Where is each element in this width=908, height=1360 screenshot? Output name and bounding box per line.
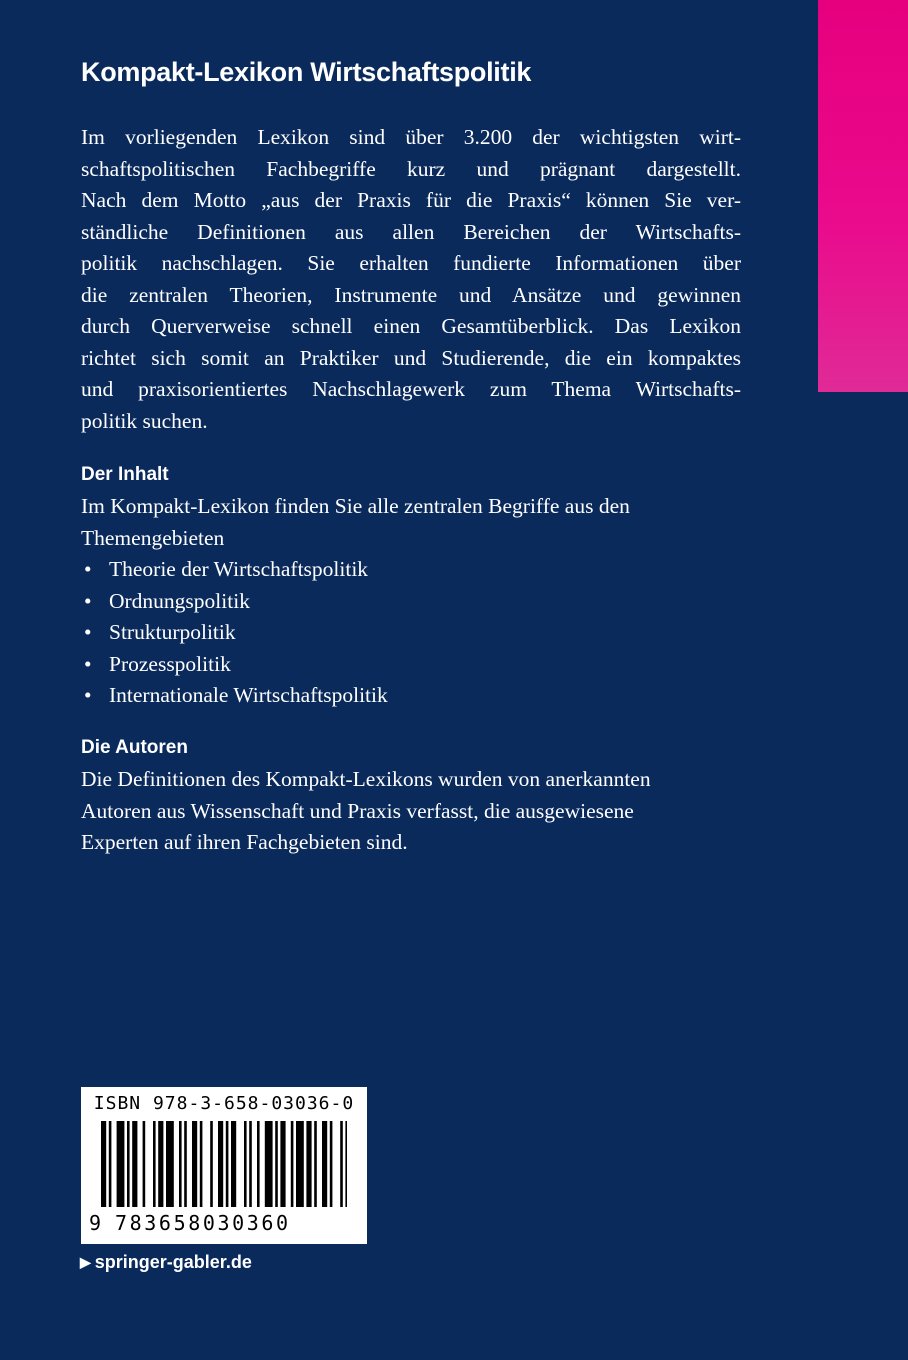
intro-paragraph <box>81 122 741 437</box>
intro-line: politik suchen. <box>81 408 208 433</box>
intro-line: und praxisorientiertes Nachschlagewerk zum Thema Wirtschafts- <box>81 377 741 401</box>
inhalt-heading: Der Inhalt <box>81 464 169 485</box>
inhalt-line: Im Kompakt-Lexikon finden Sie alle zentralen Begriffe aus den <box>81 494 630 518</box>
autoren-heading: Die Autoren <box>81 737 188 758</box>
website-url: springer-gabler.de <box>94 1252 252 1272</box>
topic-list-item <box>81 586 388 618</box>
autoren-paragraph <box>81 764 741 859</box>
bullet-icon: • <box>84 620 92 644</box>
intro-line: schaftspolitischen Fachbegriffe kurz und prägnant dargestellt. <box>81 156 741 181</box>
bullet-icon: • <box>84 651 92 676</box>
autoren-line: Die Definitionen des Kompakt-Lexikons wurden von anerkannten <box>81 767 651 791</box>
topic-label: Internationale Wirtschaftspolitik <box>109 683 388 707</box>
isbn-barcode <box>81 1087 367 1244</box>
autoren-line: Autoren aus Wissenschaft und Praxis verfasst, die ausgewiesene <box>81 798 634 823</box>
barcode-bars-icon <box>101 1121 347 1219</box>
autoren-line: Experten auf ihren Fachgebieten sind. <box>81 830 408 854</box>
ean-first-digit: 9 <box>89 1211 102 1235</box>
topic-label: Theorie der Wirtschaftspolitik <box>109 557 369 581</box>
intro-line: die zentralen Theorien, Instrumente und Ansätze und gewinnen <box>81 282 741 307</box>
bullet-icon: • <box>84 588 92 613</box>
book-title: Kompakt-Lexikon Wirtschaftspolitik <box>81 57 532 87</box>
play-arrow-icon: ▶ <box>80 1254 91 1270</box>
intro-line: ständliche Definitionen aus allen Bereichen der Wirtschafts- <box>81 219 741 244</box>
ean-remaining-digits: 783658030360 <box>115 1211 291 1235</box>
intro-line: durch Querverweise schnell einen Gesamtüberblick. Das Lexikon <box>81 314 741 338</box>
accent-color-bar <box>818 0 908 392</box>
topic-label: Prozesspolitik <box>109 651 231 676</box>
website-link[interactable] <box>80 1252 252 1273</box>
topic-list-item <box>81 680 388 712</box>
bullet-icon: • <box>84 683 92 707</box>
topic-list <box>81 554 388 712</box>
intro-line: Im vorliegenden Lexikon sind über 3.200 der wichtigsten wirt- <box>81 125 741 149</box>
topic-list-item <box>81 617 388 649</box>
topic-list-item <box>81 554 388 586</box>
inhalt-paragraph <box>81 491 741 554</box>
topic-list-item <box>81 649 388 681</box>
isbn-label: ISBN 978-3-658-03036-0 <box>93 1093 355 1114</box>
bullet-icon: • <box>84 557 92 581</box>
inhalt-line: Themengebieten <box>81 525 225 550</box>
topic-label: Ordnungspolitik <box>109 588 250 613</box>
topic-label: Strukturpolitik <box>109 620 236 644</box>
intro-line: richtet sich somit an Praktiker und Studierende, die ein kompaktes <box>81 345 741 370</box>
intro-line: politik nachschlagen. Sie erhalten fundierte Informationen über <box>81 251 741 275</box>
intro-line: Nach dem Motto „aus der Praxis für die Praxis“ können Sie ver- <box>81 188 741 212</box>
